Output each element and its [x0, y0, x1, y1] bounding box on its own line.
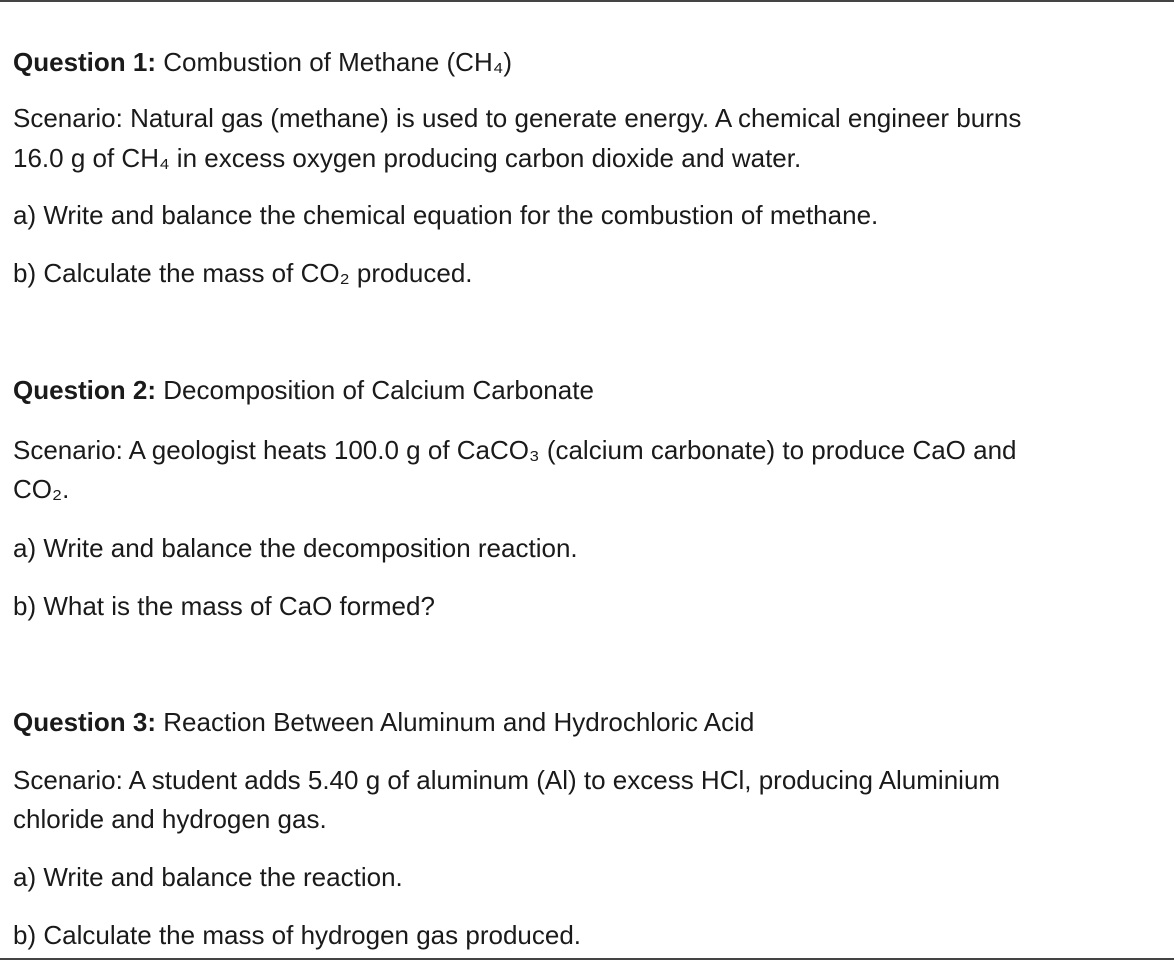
- question-3-scenario-line-1: Scenario: A student adds 5.40 g of aluminum (Al) to excess HCl, producing Aluminium: [13, 765, 1001, 795]
- question-2-part-b: b) What is the mass of CaO formed?: [13, 591, 435, 621]
- question-2-part-a: a) Write and balance the decomposition reaction.: [13, 533, 578, 563]
- question-1-heading: [13, 46, 512, 78]
- question-1-part-a: a) Write and balance the chemical equation for the combustion of methane.: [13, 200, 879, 230]
- question-2-scenario-line-1: Scenario: A geologist heats 100.0 g of CaCO₃ (calcium carbonate) to produce CaO and: [13, 435, 1017, 465]
- question-1-label: Question 1:: [13, 47, 157, 77]
- question-3-heading: [13, 706, 754, 738]
- question-2-heading: [13, 374, 594, 406]
- question-1-title: Combustion of Methane (CH₄): [163, 47, 513, 77]
- question-3-label: Question 3:: [13, 707, 157, 737]
- question-3-part-b: b) Calculate the mass of hydrogen gas produced.: [13, 920, 582, 950]
- question-3-part-a: a) Write and balance the reaction.: [13, 862, 403, 892]
- question-1-part-b: b) Calculate the mass of CO₂ produced.: [13, 258, 473, 288]
- question-3-title: Reaction Between Aluminum and Hydrochloric Acid: [163, 707, 755, 737]
- question-3-scenario-line-2: chloride and hydrogen gas.: [13, 804, 327, 834]
- question-2-title: Decomposition of Calcium Carbonate: [163, 375, 594, 405]
- question-1-scenario-line-2: 16.0 g of CH₄ in excess oxygen producing carbon dioxide and water.: [13, 143, 802, 173]
- question-1-scenario-line-1: Scenario: Natural gas (methane) is used to generate energy. A chemical engineer burns: [13, 103, 1022, 133]
- question-2-label: Question 2:: [13, 375, 157, 405]
- question-2-scenario-line-2: CO₂.: [13, 474, 70, 504]
